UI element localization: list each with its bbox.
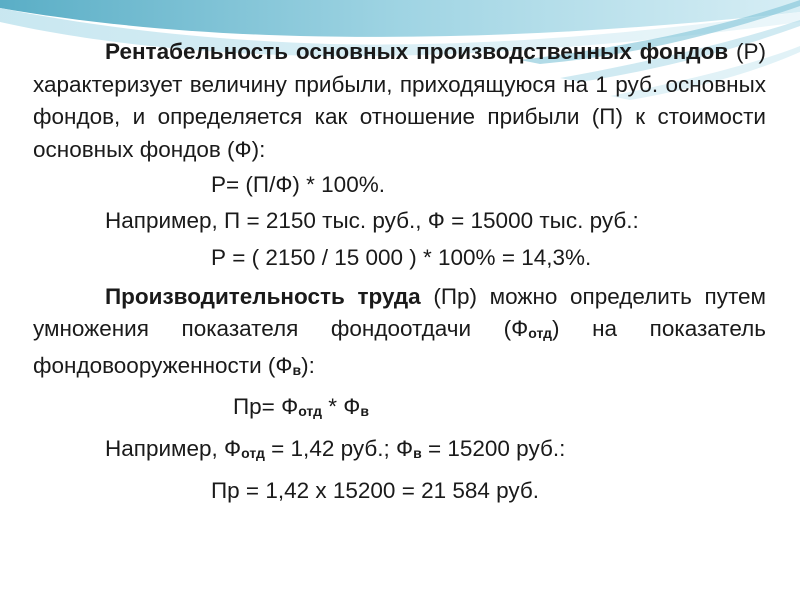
term-profitability: Рентабельность основных производственных фондов xyxy=(105,39,729,64)
example-productivity-part-c: = 15200 руб.: xyxy=(421,435,566,461)
formula-profitability: Р= (П/Ф) * 100%. xyxy=(211,172,385,197)
formula-productivity-calculation: Пр = 1,42 х 15200 = 21 584 руб. xyxy=(211,478,540,503)
paragraph-productivity-text-c: ): xyxy=(301,352,315,378)
example-productivity-part-b: = 1,42 руб.; Ф xyxy=(264,435,414,461)
formula-productivity-part-a: Пр= Ф xyxy=(233,394,299,419)
subscript-v: в xyxy=(292,361,302,378)
subscript-otd: отд xyxy=(298,403,322,419)
paragraph-productivity xyxy=(33,281,766,387)
paragraph-productivity-text-b: ) на показатель фондовооруженности (Ф xyxy=(33,316,766,378)
subscript-otd: отд xyxy=(528,325,552,341)
formula-profitability-calculation: Р = ( 2150 / 15 000 ) * 100% = 14,3%. xyxy=(211,245,592,270)
paragraph-productivity-text-a: (Пр) можно определить путем умножения показателя фондоотдачи (Ф xyxy=(33,283,766,341)
subscript-v: в xyxy=(360,403,369,419)
subscript-v: в xyxy=(413,444,422,461)
subscript-otd: отд xyxy=(241,444,265,461)
term-productivity: Производительность труда xyxy=(105,283,421,309)
paragraph-profitability xyxy=(33,36,766,166)
example-productivity-part-a: Например, Ф xyxy=(105,435,242,461)
formula-productivity xyxy=(33,386,766,433)
slide-content xyxy=(33,36,766,508)
example-profitability-inputs: Например, П = 2150 тыс. руб., Ф = 15000 тыс. руб.: xyxy=(105,207,639,233)
example-productivity-inputs xyxy=(33,433,766,470)
paragraph-profitability-text: (Р) характеризует величину прибыли, приходящуюся на 1 руб. основных фондов, и определяется как отношение прибыли (П) к стоимости основных фондов (Ф): xyxy=(33,39,766,162)
formula-productivity-part-b: * Ф xyxy=(321,394,361,419)
